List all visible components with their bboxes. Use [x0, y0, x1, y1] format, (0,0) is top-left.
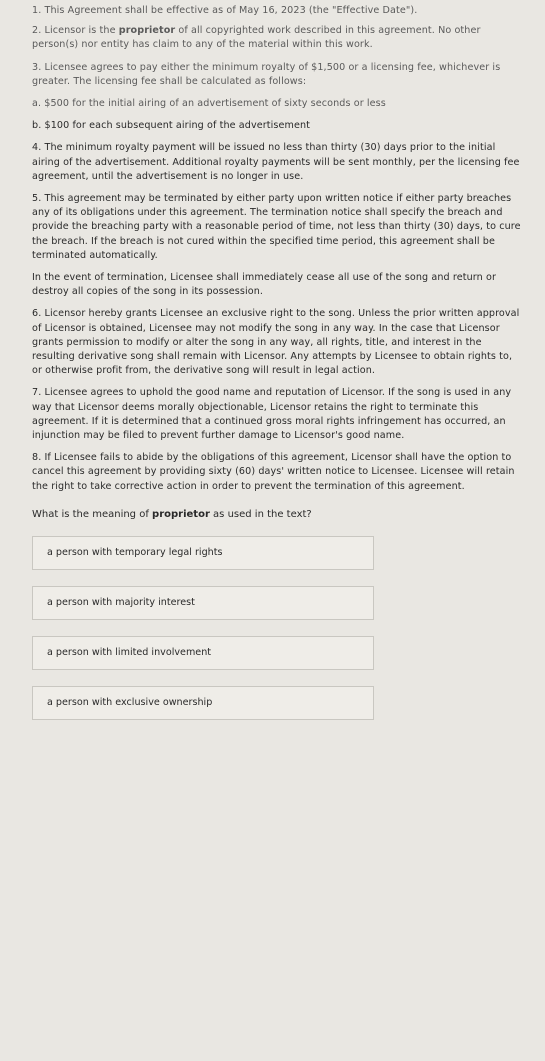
question-keyword: proprietor [152, 508, 210, 520]
answer-option-label: a person with limited involvement [47, 647, 212, 659]
answer-option-a[interactable] [32, 536, 374, 570]
question-text-start: What is the meaning of [32, 508, 153, 520]
answer-option-label: a person with exclusive ownership [47, 697, 213, 709]
passage-paragraph-3: 3. Licensee agrees to pay either the minimum royalty of $1,500 or a licensing fee, whichever is greater. The licensing fee shall be calculated as follows: [32, 61, 501, 87]
passage-paragraph-1: 1. This Agreement shall be effective as of May 16, 2023 (the "Effective Date"). [32, 5, 418, 16]
passage-paragraph-2 [32, 24, 525, 52]
answer-options [32, 536, 525, 720]
passage-paragraph-3a: a. $500 for the initial airing of an advertisement of sixty seconds or less [32, 98, 386, 110]
answer-option-label: a person with temporary legal rights [47, 547, 223, 559]
answer-option-d[interactable] [32, 686, 374, 720]
question-text-end: as used in the text? [209, 508, 312, 520]
passage-paragraph-4: 4. The minimum royalty payment will be issued no less than thirty (30) days prior to the initial airing of the advertisement. Additional royalty payments will be sent monthly, per the licensing fee agreement, until the advertisement is no longer in use. [32, 142, 520, 182]
proprietor-highlight: proprietor [118, 25, 176, 37]
answer-option-c[interactable] [32, 636, 374, 670]
passage-paragraph-7: 7. Licensee agrees to uphold the good name and reputation of Licensor. If the song is used in any way that Licensor deems morally objectionable, Licensor retains the right to terminate this agreement. If it is determined that a continued gross moral rights infringement has occurred, an injunction may be filed to prevent further damage to Licensor's good name. [32, 387, 512, 442]
paragraph-2-text-start: 2. Licensor is the [32, 25, 119, 37]
passage-paragraph-5b: In the event of termination, Licensee shall immediately cease all use of the song and return or destroy all copies of the song in its possession. [32, 272, 496, 298]
question-prompt [32, 508, 525, 522]
passage-paragraph-8: 8. If Licensee fails to abide by the obligations of this agreement, Licensor shall have the option to cancel this agreement by providing sixty (60) days' written notice to Licensee. Licensee will retain the right to take corrective action in order to prevent the termination of this agreement. [32, 452, 515, 492]
paragraph-2-text-end: of all copyrighted work described in this agreement. No other person(s) nor entity has claim to any of the material within this work. [32, 25, 481, 51]
answer-option-b[interactable] [32, 586, 374, 620]
answer-option-label: a person with majority interest [47, 597, 195, 609]
passage-paragraph-6: 6. Licensor hereby grants Licensee an exclusive right to the song. Unless the prior written approval of Licensor is obtained, Licensee may not modify the song in any way. In the case that Licensor grants permission to modify or alter the song in any way, all rights, title, and interest in the resulting derivative song shall remain with Licensor. Any attempts by Licensee to obtain rights to, or otherwise profit from, the derivative song will result in legal action. [32, 308, 520, 377]
passage-paragraph-3b: b. $100 for each subsequent airing of the advertisement [32, 120, 310, 132]
passage-paragraph-5: 5. This agreement may be terminated by either party upon written notice if either party breaches any of its obligations under this agreement. The termination notice shall specify the breach and provide the breaching party with a reasonable period of time, not less than thirty (30) days, to cure the breach. If the breach is not cured within the specified time period, this agreement shall be terminated automatically. [32, 193, 521, 261]
